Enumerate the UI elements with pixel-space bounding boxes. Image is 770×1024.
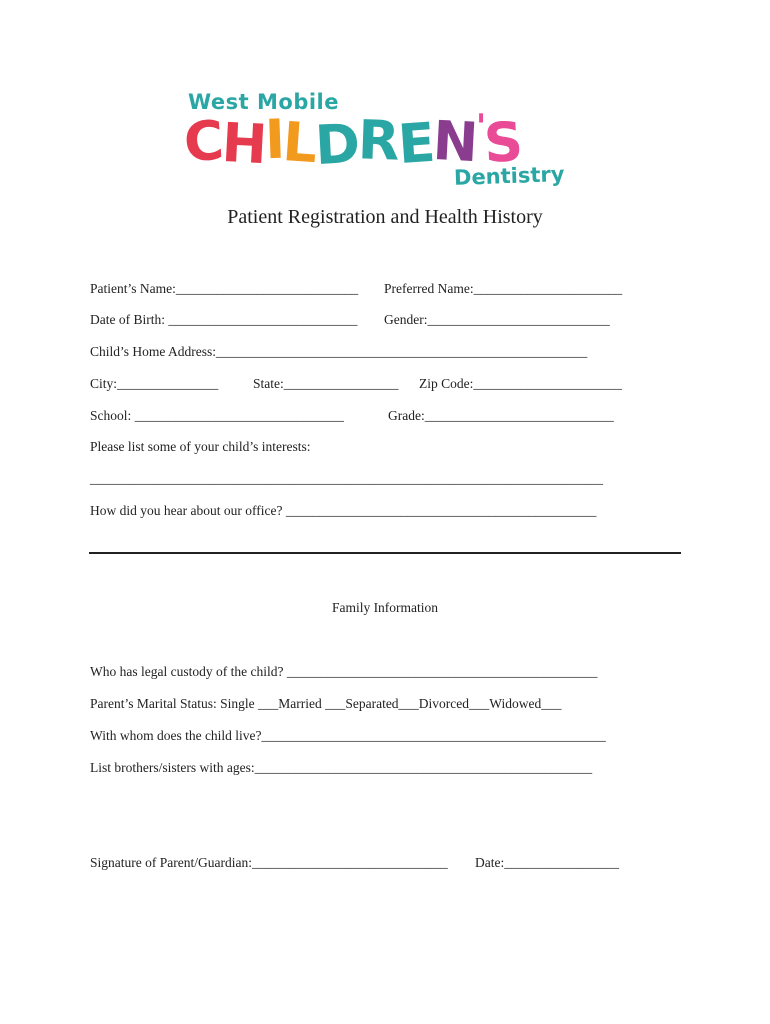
interests-label: Please list some of your child’s interests: [90, 439, 311, 454]
gender-field[interactable]: Gender:___________________________ [384, 312, 610, 327]
logo-line1: West Mobile [188, 90, 340, 114]
page-title: Patient Registration and Health History [227, 206, 543, 228]
section-divider [89, 552, 681, 554]
marital-status-field[interactable]: Parent’s Marital Status: Single ___Married ___Separated___Divorced___Widowed___ [90, 696, 562, 711]
preferred-name-field[interactable]: Preferred Name:______________________ [384, 281, 623, 296]
logo-letter: E [395, 110, 435, 177]
grade-field[interactable]: Grade:____________________________ [388, 408, 614, 423]
school-field[interactable]: School: _______________________________ [90, 408, 344, 423]
logo-letter: H [219, 110, 267, 177]
logo-letter: C [181, 108, 224, 175]
zip-code-field[interactable]: Zip Code:______________________ [419, 376, 622, 391]
state-field[interactable]: State:_________________ [253, 376, 399, 391]
logo-letter: S [482, 110, 523, 175]
family-section-heading: Family Information [331, 600, 439, 615]
logo-line3: Dentistry [453, 162, 565, 190]
practice-logo [180, 90, 600, 200]
home-address-field[interactable]: Child’s Home Address:_______________________________________________________ [90, 344, 588, 359]
lives-with-field[interactable]: With whom does the child live?___________________________________________________ [90, 728, 606, 743]
legal-custody-field[interactable]: Who has legal custody of the child? ______________________________________________ [90, 664, 598, 679]
city-field[interactable]: City:_______________ [90, 376, 219, 391]
referral-source-field[interactable]: How did you hear about our office? ______________________________________________ [90, 503, 597, 518]
logo-wordmark [181, 107, 523, 178]
logo-letter: R [357, 108, 399, 173]
signature-field[interactable]: Signature of Parent/Guardian:_____________________________ [90, 855, 448, 870]
logo-letter: ' [475, 107, 485, 147]
patient-name-field[interactable]: Patient’s Name:___________________________ [90, 281, 359, 296]
logo-letter: L [280, 109, 318, 176]
interests-field[interactable]: ____________________________________________________________________________ [90, 471, 603, 486]
logo-letter: D [313, 111, 360, 178]
siblings-field[interactable]: List brothers/sisters with ages:__________________________________________________ [90, 760, 593, 775]
logo-letter: N [431, 108, 478, 175]
date-of-birth-field[interactable]: Date of Birth: ____________________________ [90, 312, 358, 327]
signature-date-field[interactable]: Date:_________________ [475, 855, 619, 870]
logo-letter: I [263, 107, 284, 172]
